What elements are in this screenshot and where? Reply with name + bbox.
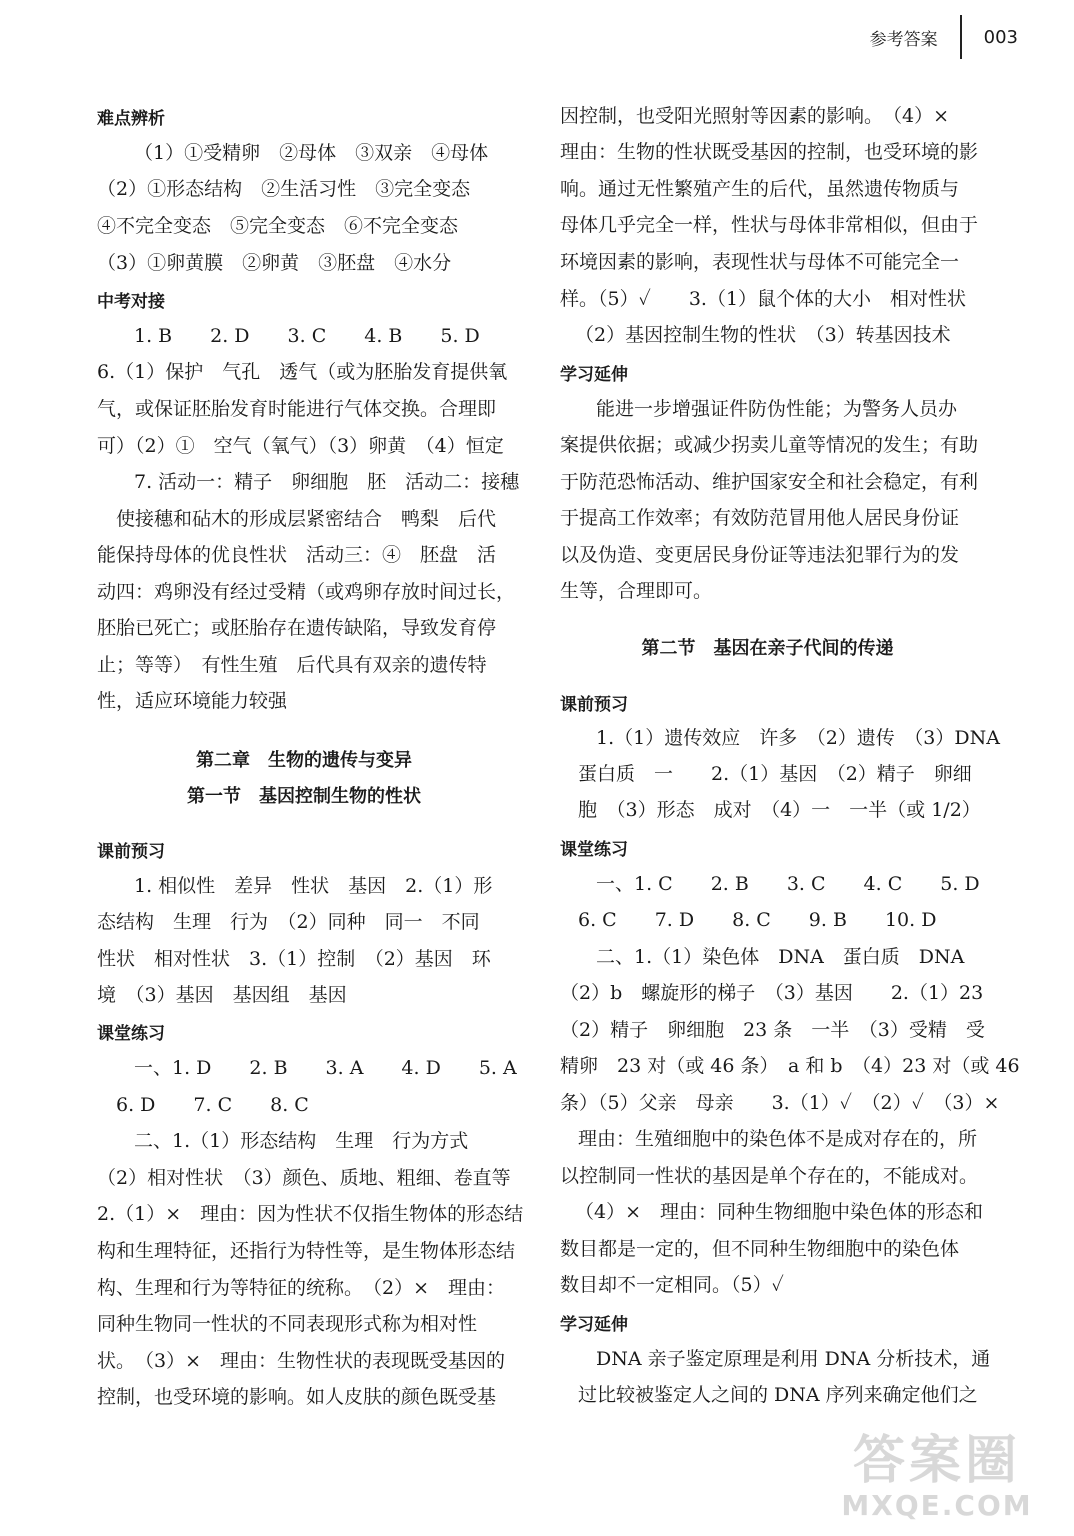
text-line: 性状 相对性状 3.（1）控制 （2）基因 环 xyxy=(97,948,491,970)
text-line: 能进一步增强证件防伪性能；为警务人员办 xyxy=(596,398,958,420)
text-line: （4）× 理由：同种生物细胞中染色体的形态和 xyxy=(575,1201,984,1223)
text-line: ④不完全变态 ⑤完全变态 ⑥不完全变态 xyxy=(97,215,459,237)
text-line: （2）精子 卵细胞 23 条 一半 （3）受精 受 xyxy=(560,1019,985,1041)
text-line: 动四：鸡卵没有经过受精（或鸡卵存放时间过长， xyxy=(97,581,516,603)
text-line: 条）（5）父亲 母亲 3.（1）✓ （2）✓ （3）× xyxy=(560,1092,1000,1114)
text-line: 理由：生物的性状既受基因的控制，也受环境的影 xyxy=(560,141,979,163)
text-line: 气，或保证胚胎发育时能进行气体交换。合理即 xyxy=(97,398,497,420)
text-line: 过比较被鉴定人之间的 DNA 序列来确定他们之 xyxy=(578,1384,978,1406)
text-line: 样。（5）✓ 3.（1）鼠个体的大小 相对性状 xyxy=(560,288,967,310)
text-line: 案提供依据；或减少拐卖儿童等情况的发生；有助 xyxy=(560,434,979,456)
text-line: 于防范恐怖活动、维护国家安全和社会稳定，有利 xyxy=(560,471,979,493)
chapter-title: 第二章 生物的遗传与变异 xyxy=(196,750,412,771)
page-header xyxy=(870,20,1018,54)
text-line: 因控制，也受阳光照射等因素的影响。 （4）× xyxy=(560,105,950,127)
text-line: 蛋白质 一 2.（1）基因 （2）精子 卵细 xyxy=(578,763,972,785)
text-line: 态结构 生理 行为 （2）同种 同一 不同 xyxy=(97,911,480,933)
text-line: 数目都是一定的，但不同种生物细胞中的染色体 xyxy=(560,1238,960,1260)
text-line: 母体几乎完全一样，性状与母体非常相似，但由于 xyxy=(560,214,979,236)
text-line: 胚胎已死亡；或胚胎存在遗传缺陷，导致发育停 xyxy=(97,617,497,639)
section-heading: 课堂练习 xyxy=(97,1024,165,1044)
text-line: 6.（1）保护 气孔 透气（或为胚胎发育提供氧 xyxy=(97,361,508,383)
section-heading: 难点辨析 xyxy=(97,109,165,129)
text-line: 状。 （3）× 理由：生物性状的表现既受基因的 xyxy=(97,1350,506,1372)
text-line: 1. 相似性 差异 性状 基因 2.（1）形 xyxy=(134,875,493,897)
text-line: 1.（1）遗传效应 许多 （2）遗传 （3）DNA xyxy=(596,727,1000,749)
section-heading: 课前预习 xyxy=(560,695,628,715)
section-heading: 中考对接 xyxy=(97,292,165,312)
text-line: 可）（2）① 空气（氧气）（3）卵黄 （4）恒定 xyxy=(97,435,504,457)
text-line: 使接穗和砧木的形成层紧密结合 鸭梨 后代 xyxy=(116,508,497,530)
text-line: 控制，也受环境的影响。如人皮肤的颜色既受基 xyxy=(97,1386,497,1408)
text-line: 6. D 7. C 8. C xyxy=(116,1094,309,1116)
section-heading: 学习延伸 xyxy=(560,1315,628,1335)
text-line: 响。通过无性繁殖产生的后代，虽然遗传物质与 xyxy=(560,178,960,200)
text-line: DNA 亲子鉴定原理是利用 DNA 分析技术，通 xyxy=(596,1348,991,1370)
text-line: （2）b 螺旋形的梯子 （3）基因 2.（1）23 xyxy=(560,982,984,1004)
watermark-url: MXQE.COM xyxy=(841,1489,1033,1522)
text-line: 数目却不一定相同。（5）✓ xyxy=(560,1274,784,1296)
text-line: （2）基因控制生物的性状 （3）转基因技术 xyxy=(575,324,951,346)
text-line: 环境因素的影响，表现性状与母体不可能完全一 xyxy=(560,251,960,273)
text-line: 生等，合理即可。 xyxy=(560,580,713,602)
text-line: 精卵 23 对（或 46 条） a 和 b （4）23 对（或 46 xyxy=(560,1055,1020,1077)
page-number: 003 xyxy=(983,26,1018,48)
text-line: 二、1.（1）形态结构 生理 行为方式 xyxy=(134,1130,469,1152)
watermark xyxy=(822,1418,1052,1528)
text-line: 以及伪造、变更居民身份证等违法犯罪行为的发 xyxy=(560,544,960,566)
text-line: 6. C 7. D 8. C 9. B 10. D xyxy=(578,909,937,931)
watermark-logo-text: 答案圈 xyxy=(852,1431,1021,1491)
text-line: 同种生物同一性状的不同表现形式称为相对性 xyxy=(97,1313,478,1335)
text-line: 2.（1）× 理由：因为性状不仅指生物体的形态结 xyxy=(97,1203,524,1225)
text-line: 一、1. D 2. B 3. A 4. D 5. A xyxy=(134,1057,517,1079)
section-heading: 学习延伸 xyxy=(560,365,628,385)
text-line: 性，适应环境能力较强 xyxy=(97,690,288,712)
text-line: 以控制同一性状的基因是单个存在的，不能成对。 xyxy=(560,1165,979,1187)
text-line: 止；等等） 有性生殖 后代具有双亲的遗传特 xyxy=(97,654,487,676)
text-line: 能保持母体的优良性状 活动三：④ 胚盘 活 xyxy=(97,544,497,566)
header-divider xyxy=(960,15,962,59)
text-line: （3）①卵黄膜 ②卵黄 ③胚盘 ④水分 xyxy=(97,252,452,274)
section-heading: 课堂练习 xyxy=(560,840,628,860)
section-title: 第二节 基因在亲子代间的传递 xyxy=(641,638,894,659)
text-line: 胞 （3）形态 成对 （4）一 一半（或 1/2） xyxy=(578,799,981,821)
text-line: 构、生理和行为等特征的统称。 （2）× 理由： xyxy=(97,1277,506,1299)
text-line: 境 （3）基因 基因组 基因 xyxy=(97,984,347,1006)
text-line: （1）①受精卵 ②母体 ③双亲 ④母体 xyxy=(134,142,489,164)
text-line: 于提高工作效率；有效防范冒用他人居民身份证 xyxy=(560,507,960,529)
text-line: 1. B 2. D 3. C 4. B 5. D xyxy=(134,325,480,347)
text-line: 7. 活动一：精子 卵细胞 胚 活动二：接穗 xyxy=(134,471,520,493)
header-title: 参考答案 xyxy=(869,29,938,50)
text-line: （2）相对性状 （3）颜色、质地、粗细、卷直等 xyxy=(97,1167,511,1189)
text-line: 二、1.（1）染色体 DNA 蛋白质 DNA xyxy=(596,946,965,968)
text-line: 理由：生殖细胞中的染色体不是成对存在的，所 xyxy=(578,1128,978,1150)
text-line: 构和生理特征，还指行为特性等，是生物体形态结 xyxy=(97,1240,516,1262)
text-line: （2）①形态结构 ②生活习性 ③完全变态 xyxy=(97,178,471,200)
text-line: 一、1. C 2. B 3. C 4. C 5. D xyxy=(596,873,980,895)
section-heading: 课前预习 xyxy=(97,842,165,862)
section-title: 第一节 基因控制生物的性状 xyxy=(187,786,421,807)
